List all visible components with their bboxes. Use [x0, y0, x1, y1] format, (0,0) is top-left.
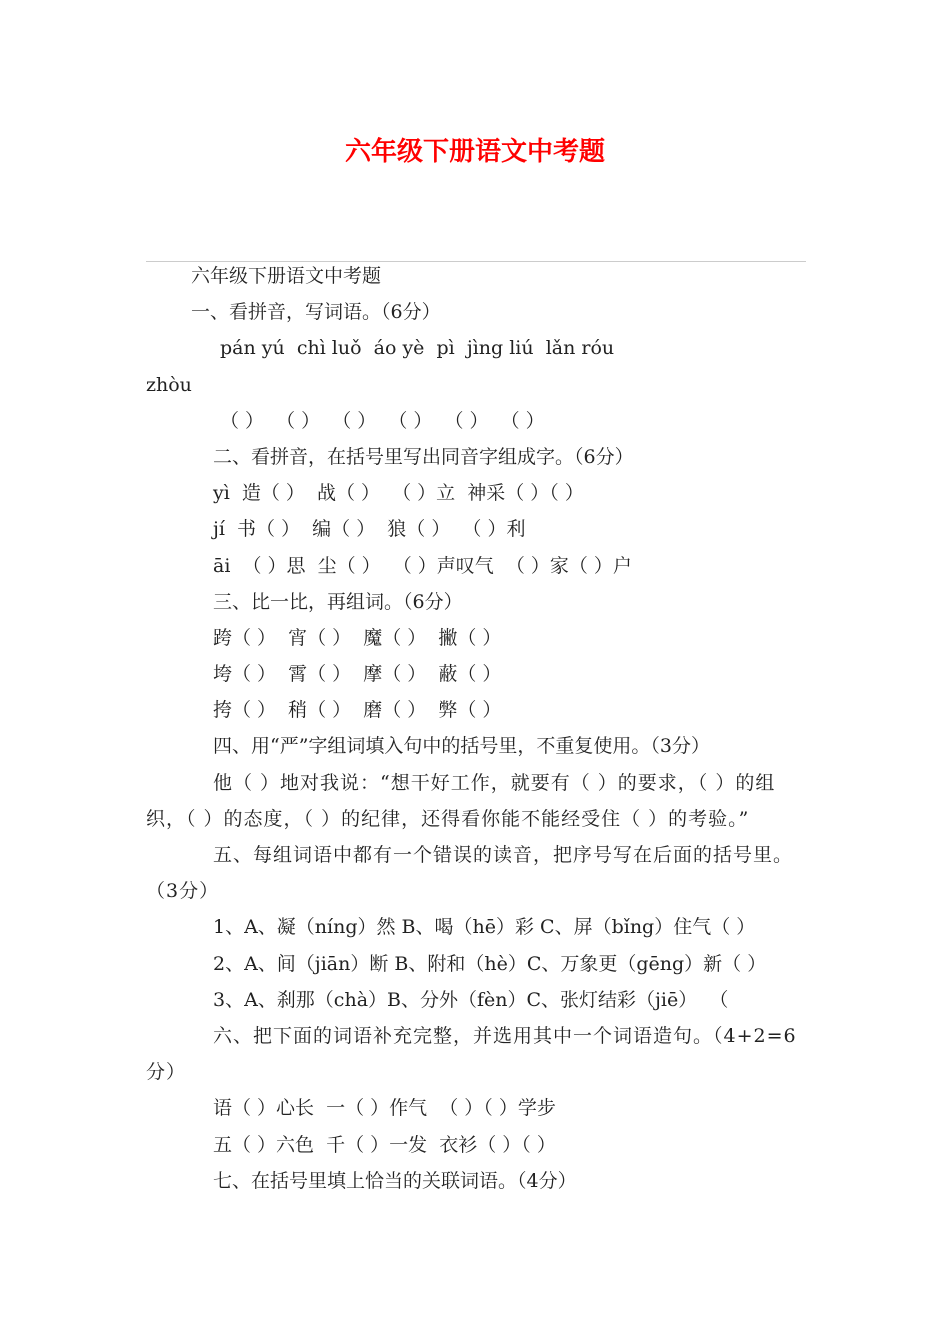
- document-title: 六年级下册语文中考题: [344, 137, 605, 167]
- question-5-item-3: 3、A、刹那（chà）B、分外（fèn）C、张灯结彩（jiē） （: [213, 988, 729, 1011]
- question-3-heading: 三、比一比，再组词。（6分）: [213, 590, 463, 613]
- question-1-pinyin-cont: zhòu: [146, 373, 192, 396]
- question-3-row-1: 跨（ ） 宵（ ） 魔（ ） 撇（ ）: [213, 626, 502, 649]
- question-4-passage: 他（ ）地对我说：“想干好工作，就要有（ ）的要求，（ ）的组织，（ ）的态度，（ ）的纪律，还得看你能不能经受住（ ）的考验。”: [146, 771, 776, 830]
- question-6-row-2: 五（ ）六色 千（ ）一发 衣衫（ ）（ ）: [213, 1133, 556, 1156]
- question-2-heading: 二、看拼音，在括号里写出同音字组成字。（6分）: [213, 445, 634, 468]
- question-5-item-2: 2、A、间（jiān）断 B、附和（hè）C、万象更（gēng）新（ ）: [213, 952, 767, 975]
- question-3-row-3: 挎（ ） 稍（ ） 磨（ ） 弊（ ）: [213, 699, 502, 722]
- question-2-row-ai: āi （ ）思 尘（ ） （ ）声叹气 （ ）家（ ）户: [213, 554, 632, 577]
- question-4-heading: 四、用“严”字组词填入句中的括号里，不重复使用。（3分）: [213, 735, 711, 758]
- question-5-heading: 五、每组词语中都有一个错误的读音，把序号写在后面的括号里。（3分）: [146, 844, 794, 903]
- question-6-row-1: 语（ ）心长 一（ ）作气 （ ）（ ）学步: [213, 1097, 556, 1120]
- question-2-row-ji: jí 书（ ） 编（ ） 狼（ ） （ ）利: [213, 518, 526, 541]
- question-1-blanks: （ ） （ ） （ ） （ ） （ ） （ ）: [220, 409, 545, 432]
- question-6-heading: 六、把下面的词语补充完整，并选用其中一个词语造句。（4+2=6分）: [146, 1025, 797, 1084]
- question-2-row-yi: yì 造（ ） 战（ ） （ ）立 神采（ ）（ ）: [213, 482, 584, 505]
- question-5-item-1: 1、A、凝（níng）然 B、喝（hē）彩 C、屏（bǐng）住气（ ）: [213, 916, 756, 939]
- question-7-heading: 七、在括号里填上恰当的关联词语。（4分）: [213, 1169, 577, 1192]
- question-3-row-2: 垮（ ） 霄（ ） 摩（ ） 蔽（ ）: [213, 663, 502, 686]
- body-heading: 六年级下册语文中考题: [191, 265, 382, 287]
- question-1-pinyin: pán yú chì luǒ áo yè pì jìng liú lǎn róu: [220, 337, 615, 360]
- document-body: [146, 258, 806, 1199]
- question-1-heading: 一、看拼音，写词语。（6分）: [191, 301, 441, 324]
